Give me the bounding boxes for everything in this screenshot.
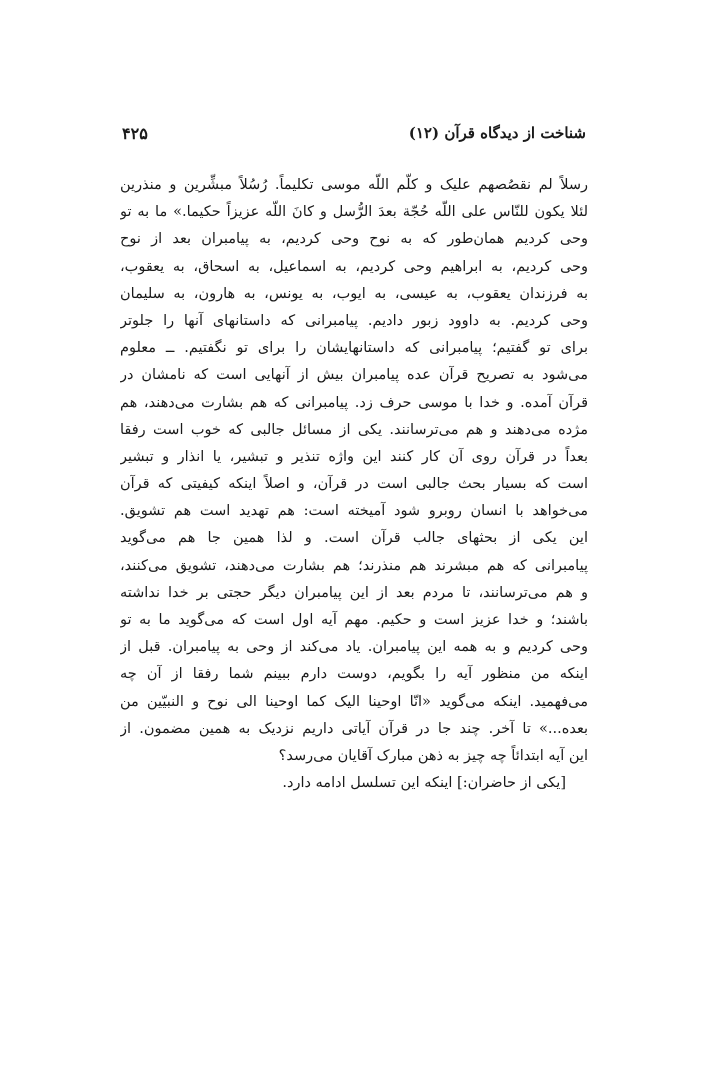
text-line: به فرزندان یعقوب، به عیسی، به ایوب، به یونس، به هارون، به سلیمان xyxy=(120,285,588,302)
text-line: می‌فهمید. اینکه می‌گوید «انّا اوحینا الیک کما اوحینا الی نوح و النبیّین من xyxy=(120,693,588,710)
chapter-title: شناخت از دیدگاه قرآن (۱۲) xyxy=(408,124,586,142)
text-line: وحی کردیم، به ابراهیم وحی کردیم، به اسماعیل، به اسحاق، به یعقوب، xyxy=(120,258,588,275)
text-line: بعداً در قرآن روی آن کار کنند این واژه تنذیر و تبشیر، یا انذار و تبشیر xyxy=(120,448,588,465)
text-line: باشند؛ و خدا عزیز است و حکیم. مهم آیه اول است که می‌گوید ما به تو xyxy=(120,612,588,628)
text-line: می‌شود به تصریح قرآن عده پیامبران بیش از آنهایی است که نامشان در xyxy=(120,367,588,384)
text-line: وحی کردیم همان‌طور که به نوح وحی کردیم، به پیامبران بعد از نوح xyxy=(120,231,588,248)
running-header xyxy=(122,118,586,148)
text-line: برای تو گفتیم؛ پیامبرانی که داستانهایشان را برای تو نگفتیم. ــ معلوم xyxy=(120,340,588,357)
text-line: این یکی از بحثهای جالب قرآن است. و لذا همین جا هم می‌گوید xyxy=(120,530,588,547)
text-line: پیامبرانی که هم مبشرند هم منذرند؛ هم بشارت می‌دهند، تشویق می‌کنند، xyxy=(120,557,588,574)
text-line: اینکه من منظور آیه را بگویم، دوست دارم ببینم شما رفقا از آن چه xyxy=(120,666,588,683)
text-line: و هم می‌ترسانند، تا مردم بعد از این پیامبران دیگر حجتی بر خدا نداشته xyxy=(120,584,588,601)
text-line: قرآن آمده. و خدا با موسی حرف زد. پیامبرانی که هم بشارت می‌دهند، هم xyxy=(120,394,588,411)
text-line: وحی کردیم و به همه این پیامبران. یاد می‌کند از وحی به پیامبران. قبل از xyxy=(120,639,588,656)
text-line: می‌خواهد با انسان روبرو شود آمیخته است: هم تهدید است هم تشویق. xyxy=(120,503,588,520)
text-line: رسلاً لم نقصُصهم علیک و کلّم اللّه موسی تکلیماً. رُسُلاً مبشِّرین و منذرین xyxy=(120,177,588,193)
text-line: است که بسیار بحث جالبی است در قرآن، و اصلاً اینکه کیفیتی که قرآن xyxy=(120,476,588,493)
text-line: لئلا یکون للنّاس علی اللّه حُجّة بعدَ الرُّسل و کانَ اللّه عزیزاً حکیما.» ما به تو xyxy=(120,204,588,221)
text-line: مژده می‌دهند و هم می‌ترسانند. یکی از مسائل جالبی که خوب است رفقا xyxy=(120,421,588,438)
text-line-last: این آیه ابتدائاً چه چیز به ذهن مبارک آقایان می‌رسد؟ xyxy=(278,747,588,764)
text-line: بعده...» تا آخر. چند جا در قرآن آیاتی داریم نزدیک به همین مضمون. از xyxy=(120,720,588,737)
audience-interjection: [یکی از حاضران:] اینکه این تسلسل ادامه دارد. xyxy=(282,775,566,792)
text-line: وحی کردیم. به داوود زبور دادیم. پیامبرانی که داستانهای آنها را جلوتر xyxy=(120,312,588,329)
body-text xyxy=(120,172,588,797)
page-number: ۴۲۵ xyxy=(122,123,148,143)
